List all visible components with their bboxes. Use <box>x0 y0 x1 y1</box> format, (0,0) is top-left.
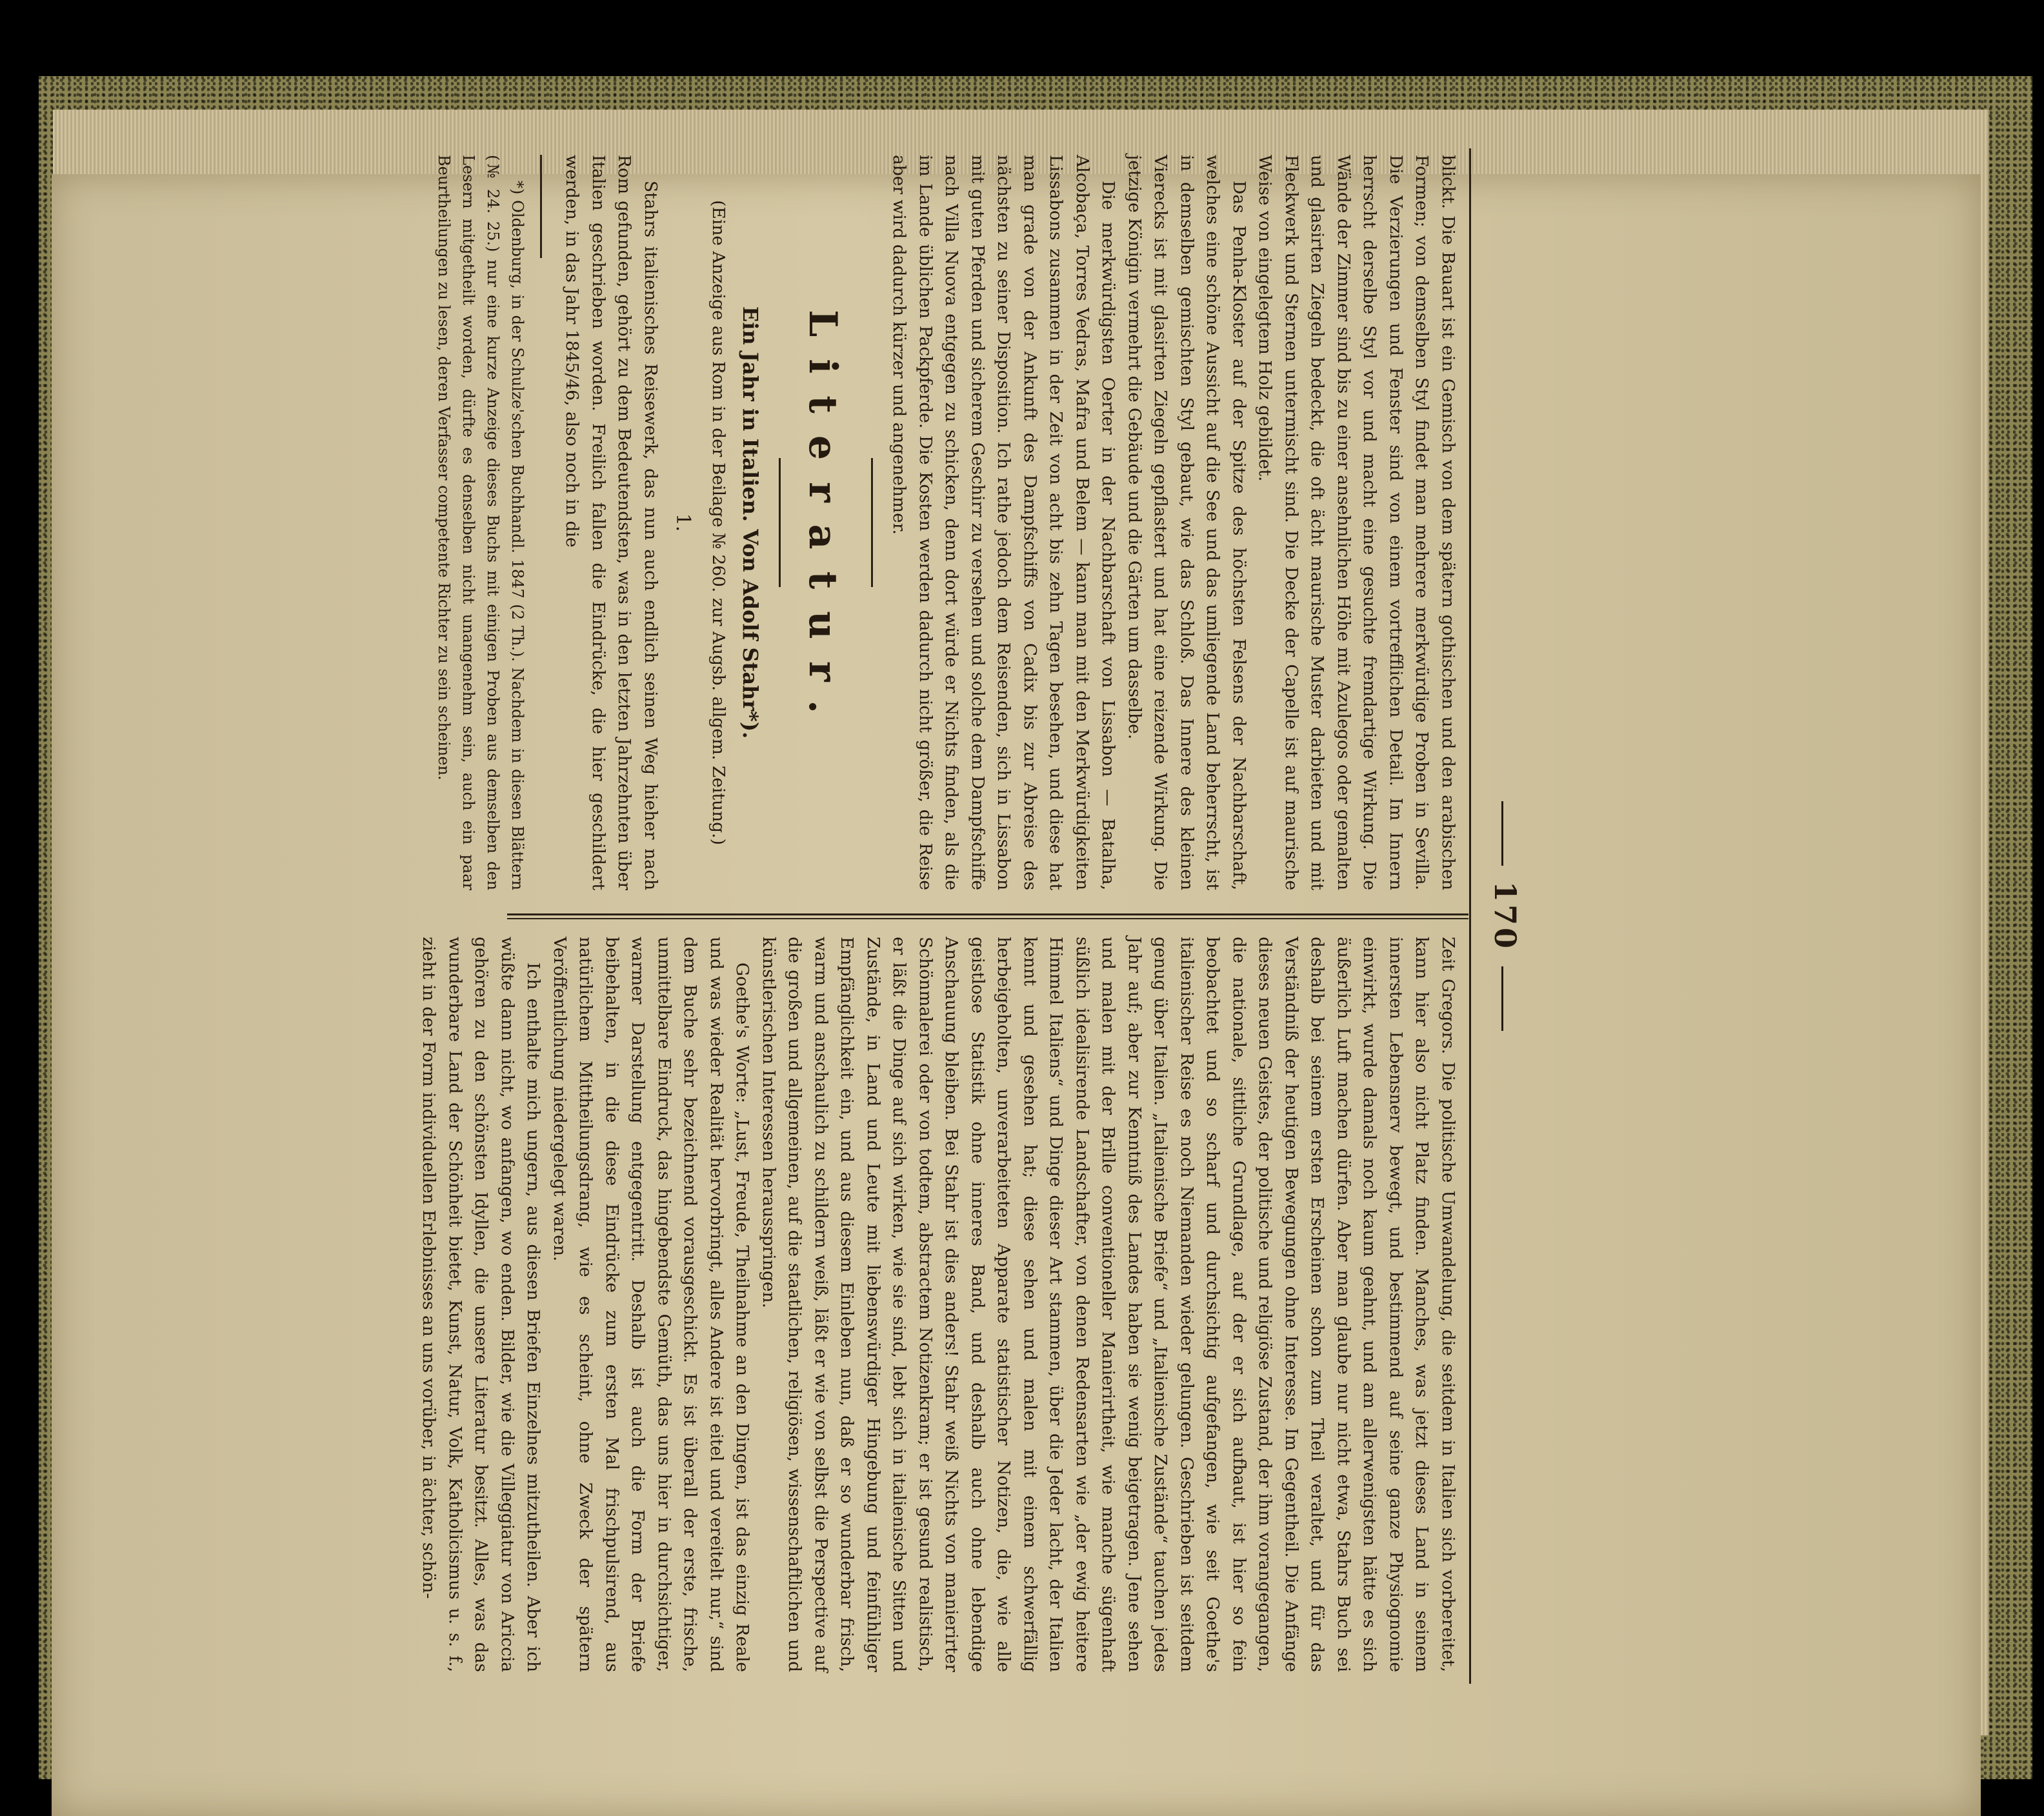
source-note: (Eine Anzeige aus Rom in der Beilage № 260. zur Augsb. allgem. Zeitung.) <box>708 200 728 845</box>
section-rule <box>871 458 873 587</box>
printed-page <box>419 148 1523 1684</box>
right-paragraph-1: Zeit Gregors. Die politische Umwandelung, die seitdem in Italien sich vorbereitet, kann hier also nicht Platz finden. Manches, was jetzt dieses Land in seinem innersten Lebensnerv bewegt, und bestimmend auf seine ganze Physiognomie einwirkt, wurde damals noch kaum geahnt, und am allerwenigsten hätte es sich äußerlich Luft machen dürfen. Aber man glaube nur nicht etwa, Stahrs Buch sei deshalb bei seinem ersten Erscheinen schon zum Theil veraltet, und für das Verständniß der heutigen Bewegungen ohne Interesse. Im Gegentheil. Die Anfänge dieses neuen Geistes, der politische und religiöse Zustand, der ihm vorangegangen, die nationale, sittliche Grundlage, auf der er sich aufbaut, ist hier so fein beobachtet und so scharf und durchsichtig aufgefangen, wie seit Goethe's italienischer Reise es noch Niemanden wieder gelungen. Geschrieben ist seitdem genug über Italien. „Italienische Briefe“ und „Italienische Zustände“ tauchen jedes Jahr auf; aber zur Kenntniß des Landes haben sie wenig beigetragen. Jene sehen und malen mit der Brille conventioneller Manierirtheit, wie manche sügenhaft süßlich idealisirende Landschafter, von denen Redensarten wie „der ewig heitere Himmel Italiens“ und Dinge dieser Art stammen, über die Jeder lacht, der Italien kennt und gesehen hat; diese sehen und malen mit einem schwerfällig herbeigeholten, unverarbeiteten Apparate statistischer Notizen, die, wie alle geistlose Statistik ohne inneres Band, und deshalb auch ohne lebendige Anschauung bleiben. Bei Stahr ist dies anders! Stahr weiß Nichts von manierirter Schönmalerei oder von todtem, abstractem Notizenkram; er ist gesund realistisch, er läßt die Dinge auf sich wirken, wie sie sind, lebt sich in italienische Sitten und Zustände, in Land und Leute mit liebenswürdiger Hingebung und feinfühliger Empfänglichkeit ein, und aus diesem Einleben nun, daß er so wunderbar frisch, warm und anschaulich zu schildern weiß, läßt er wie von selbst die Perspective auf die großen und allgemeinen, auf die staatlichen, religiösen, wissenschaftlichen und künstlerischen Interessen herausspringen. <box>759 937 1458 1672</box>
header-dash-left <box>1502 801 1504 866</box>
left-column <box>435 155 1461 890</box>
left-paragraph-1: blickt. Die Bauart ist ein Gemisch von dem spätern gothischen und den arabischen Formen; von demselben Styl findet man mehrere merkwürdige Proben in Sevilla. Die Verzierungen und Fenster sind von einem vortrefflichen Detail. Im Innern herrscht derselbe Styl vor und macht eine gesuchte fremdartige Wirkung. Die Wände der Zimmer sind bis zu einer ansehnlichen Höhe mit Azulegos oder gemalten und glasirten Ziegeln bedeckt, die oft ächt maurische Muster darbieten und mit Fleckwerk und Sternen untermischt sind. Die Decke der Capelle ist auf maurische Weise von eingelegtem Holz gebildet. <box>1255 155 1458 890</box>
left-paragraph-3: Die merkwürdigsten Oerter in der Nachbarschaft von Lissabon — Batalha, Alcobaça, Torres Vedras, Mafra und Belem — kann man mit den Merkwürdigkeiten Lissabons zusammen in der Zeit von acht bis zehn Tagen besehen, und diese hat man grade von der Ankunft des Dampfschiffs von Cadix bis zur Abreise des nächsten zu seiner Disposition. Ich rathe jedoch dem Reisenden, sich in Lissabon mit guten Pferden und sicherem Geschirr zu versehen und solche dem Dampfschiffe nach Villa Nuova entgegen zu schicken, denn dort würde er Nichts finden, als die im Lande üblichen Packpferde. Die Kosten werden dadurch nicht größer, die Reise aber wird dadurch kürzer und angenehmer. <box>889 155 1119 890</box>
page-number-header <box>1478 148 1523 1684</box>
section-number: 1. <box>672 513 695 532</box>
left-paragraph-2: Das Penha-Kloster auf der Spitze des höchsten Felsens der Nachbarschaft, welches eine schöne Aussicht auf die See und das umliegende Land beherrscht, ist in demselben gemischten Styl gebaut, wie das Schloß. Das Innere des kleinen Vierecks ist mit glasirten Ziegeln gepflastert und hat eine reizende Wirkung. Die jetzige Königin vermehrt die Gebäude und die Gärten um dasselbe. <box>1125 155 1249 890</box>
header-dash-right <box>1502 966 1504 1031</box>
section-heading: Literatur. <box>800 310 845 735</box>
column-divider <box>507 913 1468 915</box>
footnote-rule <box>540 155 542 258</box>
right-paragraph-3: Ich enthalte mich ungern, aus diesen Briefen Einzelnes mitzutheilen. Aber ich wüßte dann nicht, wo anfangen, wo enden. Bilder, wie die Villeggiatur von Ariccia gehören zu den schönsten Idyllen, die unsere Literatur besitzt. Alles, was das wunderbare Land der Schönheit bietet, Kunst, Natur, Volk, Katholicismus u. s. f., zieht in der Form individuellen Erlebnisses an uns vorüber, in ächter, schön- <box>419 937 544 1672</box>
header-rule <box>1469 148 1471 1684</box>
footnote: *) Oldenburg, in der Schulze'schen Buchhandl. 1847 (2 Th.). Nachdem in diesen Blättern (№ 24. 25.) nur eine kurze Anzeige dieses Buchs mit einigen Proben aus demselben den Lesern mitgetheilt worden, dürfte es denselben nicht unangenehm sein, auch ein paar Beurtheilungen zu lesen, deren Verfasser competente Richter zu sein scheinen. <box>435 155 526 890</box>
article-title: Ein Jahr in Italien. Von Adolf Stahr*). <box>738 306 763 739</box>
right-paragraph-2: Goethe's Worte: „Lust, Freude, Theilnahme an den Dingen, ist das einzig Reale und was wieder Realität hervorbringt, alles Andere ist eitel und vereitelt nur,“ sind dem Buche sehr bezeichnend vorausgeschickt. Es ist überall der erste, frische, unmittelbare Eindruck, das hingebendste Gemüth, das uns hier in durchsichtiger, warmer Darstellung entgegentritt. Deshalb ist auch die Form der Briefe beibehalten, in die diese Eindrücke zum ersten Mal frischpulsirend, aus natürlichem Mittheilungsdrang, wie es scheint, ohne Zweck der spätern Veröffentlichung niedergelegt waren. <box>550 937 753 1672</box>
right-column <box>419 937 1461 1672</box>
page-number: 170 <box>1488 881 1523 952</box>
heading-rule <box>779 458 781 587</box>
article-body: Stahrs italienisches Reisewerk, das nun auch endlich seinen Weg hieher nach Rom gefunden, gehört zu dem Bedeutendsten, was in den letzten Jahrzehnten über Italien geschrieben worden. Freilich fallen die Eindrücke, die hier geschildert werden, in das Jahr 1845/46, also noch in die <box>562 155 661 890</box>
